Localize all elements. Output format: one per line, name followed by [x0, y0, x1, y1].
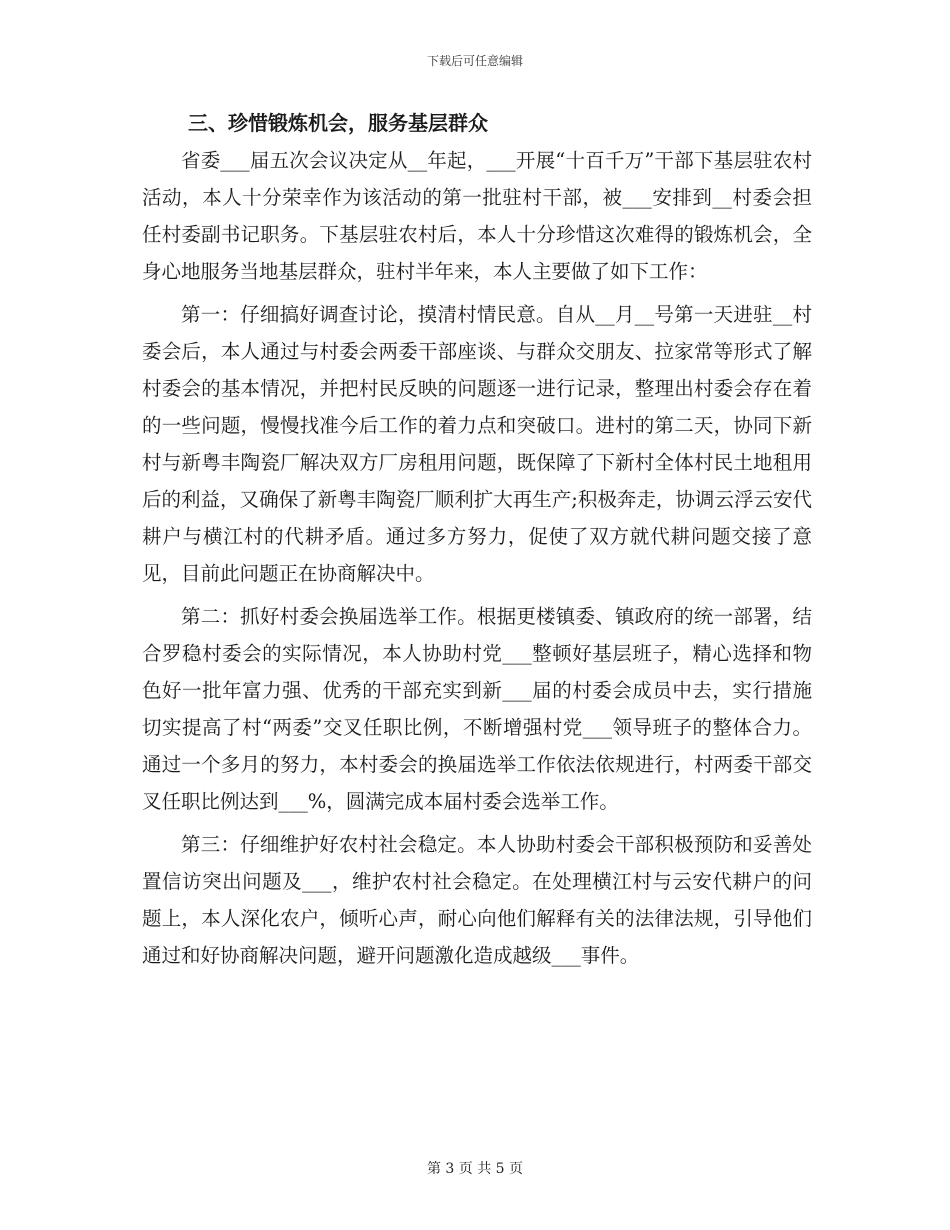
page-header-note: 下载后可任意编辑 — [426, 54, 523, 68]
paragraph-second: 第二：抓好村委会换届选举工作。根据更楼镇委、镇政府的统一部署，结合罗稳村委会的实际情况，本人协助村党___整顿好基层班子，精心选择和物色好一批年富力强、优秀的干部充实到新___届的村委会成员中去，实行措施切实提高了村“两委”交叉任职比例，不断增强村党___领导班子的整体合力。通过一个多月的努力，本村委会的换届选举工作依法依规进行，村两委干部交叉任职比例达到___%，圆满完成本届村委会选举工作。 — [142, 605, 812, 813]
section-heading: 三、珍惜锻炼机会，服务基层群众 — [188, 111, 488, 135]
page-number: 第 3 页 共 5 页 — [426, 1161, 524, 1177]
paragraph-first: 第一：仔细搞好调查讨论，摸清村情民意。自从__月__号第一天进驻__村委会后，本人通过与村委会两委干部座谈、与群众交朋友、拉家常等形式了解村委会的基本情况，并把村民反映的问题逐一进行记录，整理出村委会存在着的一些问题，慢慢找准今后工作的着力点和突破口。进村的第二天，协同下新村与新粤丰陶瓷厂解决双方厂房租用问题，既保障了下新村全体村民土地租用后的利益，又确保了新粤丰陶瓷厂顺利扩大再生产;积极奔走，协调云浮云安代耕户与横江村的代耕矛盾。通过多方努力，促使了双方就代耕问题交接了意见，目前此问题正在协商解决中。 — [142, 303, 812, 585]
paragraph-intro: 省委___届五次会议决定从__年起，___开展“十百千万”干部下基层驻农村活动，本人十分荣幸作为该活动的第一批驻村干部，被___安排到__村委会担任村委副书记职务。下基层驻农村后，本人十分珍惜这次难得的锻炼机会，全身心地服务当地基层群众，驻村半年来，本人主要做了如下工作： — [142, 149, 812, 283]
paragraph-third: 第三：仔细维护好农村社会稳定。本人协助村委会干部积极预防和妥善处置信访突出问题及___，维护农村社会稳定。在处理横江村与云安代耕户的问题上，本人深化农户，倾听心声，耐心向他们解释有关的法律法规，引导他们通过和好协商解决问题，避开问题激化造成越级___事件。 — [142, 833, 812, 967]
document-body — [142, 106, 812, 980]
